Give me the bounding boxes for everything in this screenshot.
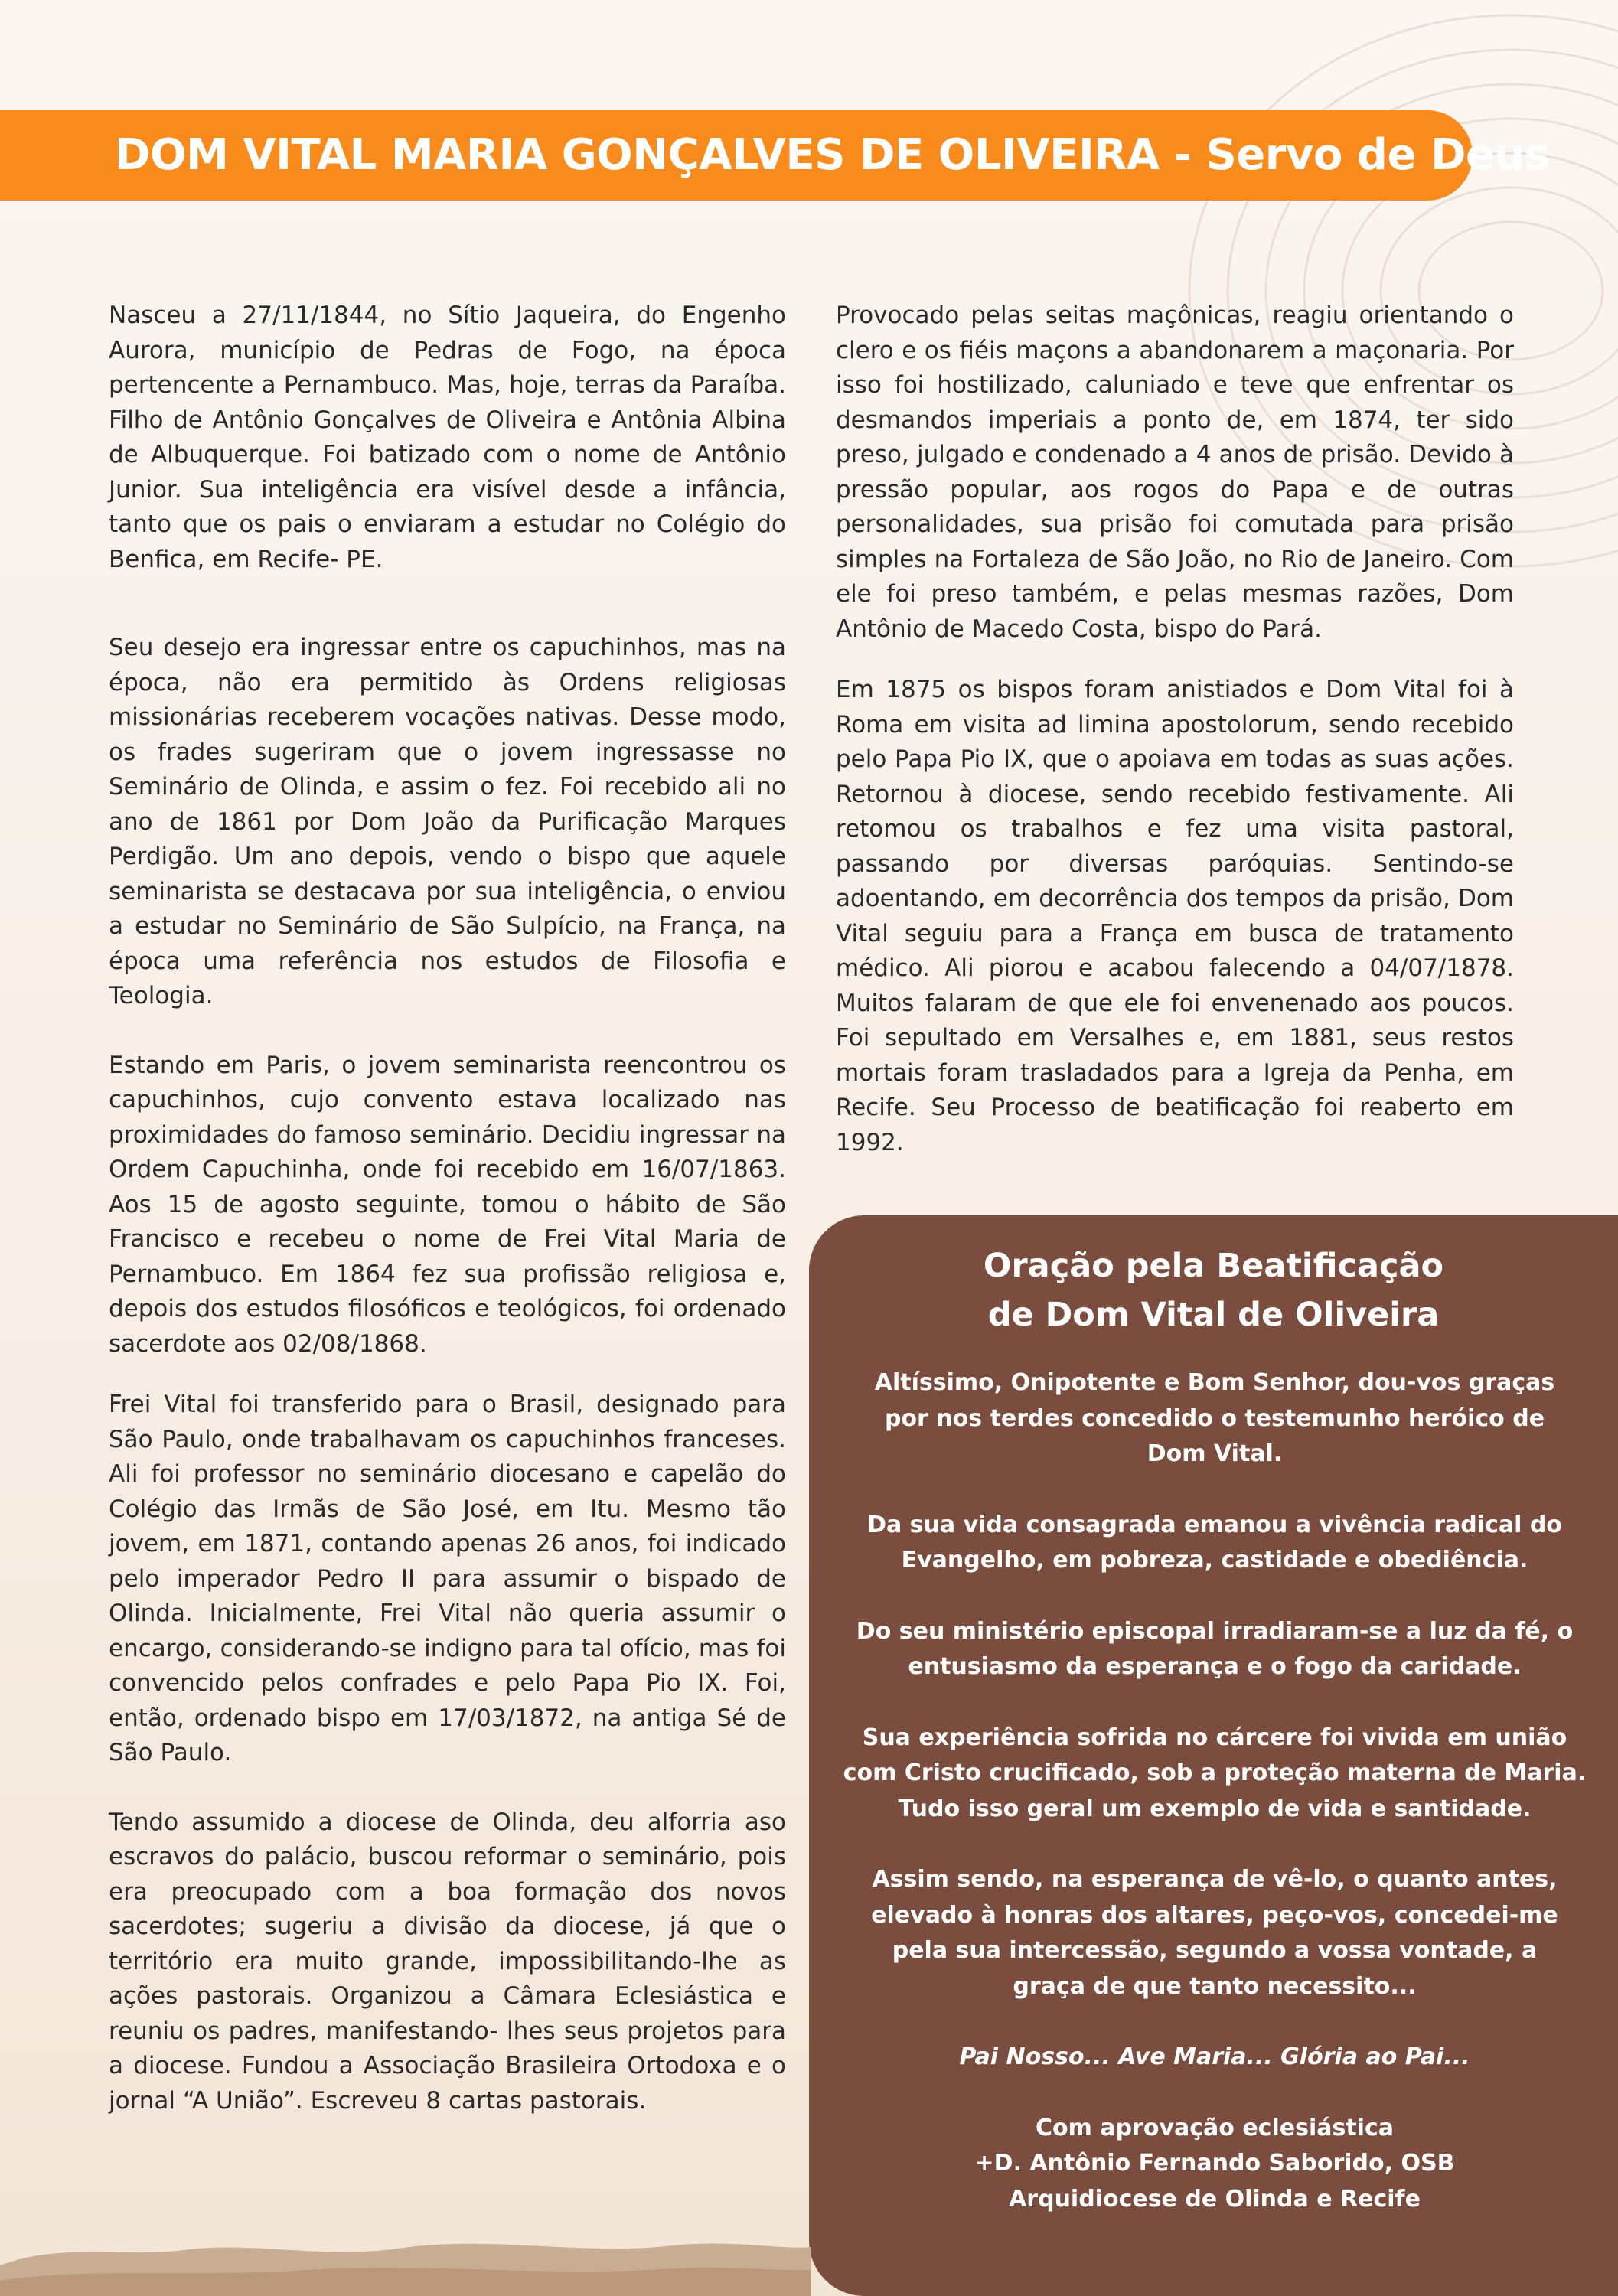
paragraph-brazil: Frei Vital foi transferido para o Brasil, designado para São Paulo, onde trabalhavam os capuchinhos franceses. Ali foi professor no seminário diocesano e capelão do Colégio das Irmãs de São José, em Itu. Mesmo tão jovem, em 1871, contando apenas 26 anos, foi indicado pelo imperador Pedro II para assumir o bispado de Olinda. Inicialmente, Frei Vital não queria assumir o encargo, considerando-se indigno para tal ofício, mas foi convencido pelos confrades e pelo Papa Pio IX. Foi, então, ordenado bispo em 17/03/1872, na antiga Sé de São Paulo. [109, 1391, 786, 1766]
prayer-line: por nos terdes concedido o testemunho heróico de [884, 1404, 1545, 1432]
prayer-line: Evangelho, em pobreza, castidade e obediência. [901, 1547, 1528, 1574]
prayer-line: Assim sendo, na esperança de vê-lo, o quanto antes, [872, 1866, 1558, 1893]
prayer-line: pela sua intercessão, segundo a vossa vontade, a [892, 1937, 1538, 1964]
paragraph-spacer [109, 1362, 786, 1388]
prayer-spacer [832, 1827, 1597, 1862]
paragraph-spacer [109, 1771, 786, 1805]
approval-line: +D. Antônio Fernando Saborido, OSB [974, 2150, 1455, 2177]
prayer-line: graça de que tanto necessito... [1013, 1972, 1417, 2000]
prayer-spacer [832, 2004, 1597, 2040]
left-column [109, 298, 786, 2118]
prayer-line: Tudo isso geral um exemplo de vida e santidade. [898, 1795, 1532, 1822]
paragraph-amnesty: Em 1875 os bispos foram anistiados e Dom Vital foi à Roma em visita ad limina apostolorum, sendo recebido pelo Papa Pio IX, que o apoiava em todas as suas ações. Retornou à diocese, sendo recebido festivamente. Ali retomou os trabalhos e fez uma visita pastoral, passando por diversas paróquias. Sentindo-se adoentando, em decorrência dos tempos da prisão, Dom Vital seguiu para a França em busca de tratamento médico. Ali piorou e acabou falecendo a 04/07/1878. Muitos falaram de que ele foi envenenado aos poucos. Foi sepultado em Versalhes e, em 1881, seus restos mortais foram trasladados para a Igreja da Penha, em Recife. Seu Processo de beatificação foi reaberto em 1992. [836, 676, 1514, 1156]
prayer-closing: Pai Nosso... Ave Maria... Glória ao Pai... [959, 2043, 1470, 2070]
page-title: DOM VITAL MARIA GONÇALVES DE OLIVEIRA - Servo de Deus [115, 130, 1550, 180]
prayer-line: Sua experiência sofrida no cárcere foi vivida em união [862, 1724, 1567, 1751]
right-column [836, 298, 1514, 1160]
paragraph-olinda: Tendo assumido a diocese de Olinda, deu alforria aso escravos do palácio, buscou reformar o seminário, pois era preocupado com a boa formação dos novos sacerdotes; sugeriu a divisão da diocese, já que o território era muito grande, impossibilitando-lhe as ações pastorais. Organizou a Câmara Eclesiástica e reuniu os padres, manifestando- lhes seus projetos para a diocese. Fundou a Associação Brasileira Ortodoxa e o jornal “A União”. Escreveu 8 cartas pastorais. [109, 1808, 786, 2115]
prayer-spacer [832, 1473, 1597, 1508]
prayer-line: Dom Vital. [1147, 1440, 1283, 1467]
ground-decoration [0, 2212, 811, 2296]
paragraph-masonry: Provocado pelas seitas maçônicas, reagiu orientando o clero e os fiéis maçons a abandonarem a maçonaria. Por isso foi hostilizado, caluniado e teve que enfrentar os desmandos imperiais a ponto de, em 1874, ter sido preso, julgado e condenado a 4 anos de prisão. Devido à pressão popular, aos rogos do Papa e de outras personalidades, sua prisão foi comutada para prisão simples na Fortaleza de São João, no Rio de Janeiro. Com ele foi preso também, e pelas mesmas razões, Dom Antônio de Macedo Costa, bispo do Pará. [836, 302, 1514, 643]
paragraph-spacer [109, 577, 786, 631]
approval-line: Arquidiocese de Olinda e Recife [1009, 2185, 1421, 2213]
paragraph-seminary: Seu desejo era ingressar entre os capuchinhos, mas na época, não era permitido às Ordens religiosas missionárias receberem vocações nativas. Desse modo, os frades sugeriram que o jovem ingressasse no Seminário de Olinda, e assim o fez. Foi recebido ali no ano de 1861 por Dom João da Purificação Marques Perdigão. Um ano depois, vendo o bispo que aquele seminarista se destacava por sua inteligência, o enviou a estudar no Seminário de São Sulpício, na França, na época uma referência nos estudos de Filosofia e Teologia. [109, 634, 786, 1009]
prayer-title-line: de Dom Vital de Oliveira [987, 1296, 1440, 1334]
prayer-line: elevado à honras dos altares, peço-vos, concedei-me [871, 1901, 1558, 1929]
prayer-line: com Cristo crucificado, sob a proteção materna de Maria. [843, 1760, 1587, 1786]
prayer-title-line: Oração pela Beatificação [983, 1247, 1444, 1285]
approval-line: Com aprovação eclesiástica [1036, 2114, 1394, 2141]
prayer-box [809, 1215, 1618, 2296]
prayer-spacer [832, 2076, 1597, 2111]
prayer-body [832, 1365, 1597, 2217]
paragraph-birth: Nasceu a 27/11/1844, no Sítio Jaqueira, do Engenho Aurora, município de Pedras de Fogo, na época pertencente a Pernambuco. Mas, hoje, terras da Paraíba. Filho de Antônio Gonçalves de Oliveira e Antônia Albina de Albuquerque. Foi batizado com o nome de Antônio Junior. Sua inteligência era visível desde a infância, tanto que os pais o enviaram a estudar no Colégio do Benfica, em Recife- PE. [109, 302, 786, 573]
prayer-line: Altíssimo, Onipotente e Bom Senhor, dou-vos graças [874, 1369, 1555, 1396]
prayer-spacer [832, 1579, 1597, 1614]
paragraph-paris: Estando em Paris, o jovem seminarista reencontrou os capuchinhos, cujo convento estava localizado nas proximidades do famoso seminário. Decidiu ingressar na Ordem Capuchinha, onde foi recebido em 16/07/1863. Aos 15 de agosto seguinte, tomou o hábito de São Francisco e recebeu o nome de Frei Vital Maria de Pernambuco. Em 1864 fez sua profissão religiosa e, depois dos estudos filosóficos e teológicos, foi ordenado sacerdote aos 02/08/1868. [109, 1051, 786, 1358]
paragraph-spacer [109, 1014, 786, 1049]
paragraph-spacer [836, 647, 1514, 673]
prayer-title [809, 1241, 1618, 1339]
title-banner [0, 110, 1550, 201]
prayer-line: Do seu ministério episcopal irradiaram-se a luz da fé, o [856, 1617, 1574, 1645]
prayer-line: Da sua vida consagrada emanou a vivência radical do [867, 1511, 1562, 1538]
prayer-spacer [832, 1685, 1597, 1720]
prayer-line: entusiasmo da esperança e o fogo da caridade. [908, 1653, 1522, 1680]
